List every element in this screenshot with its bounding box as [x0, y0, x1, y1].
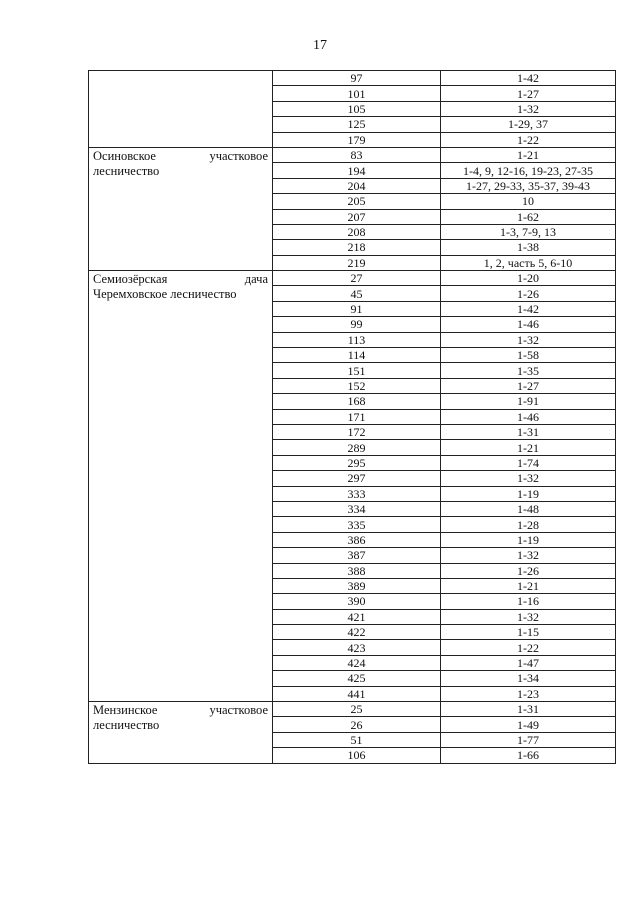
plot-numbers-cell: 1-77 — [441, 732, 616, 747]
plot-numbers-cell: 10 — [441, 194, 616, 209]
quarter-number-cell: 105 — [273, 101, 441, 116]
plot-numbers-cell: 1-32 — [441, 471, 616, 486]
plot-numbers-cell: 1-42 — [441, 301, 616, 316]
table-row — [89, 702, 616, 717]
quarter-number-cell: 171 — [273, 409, 441, 424]
quarter-number-cell: 386 — [273, 532, 441, 547]
quarter-number-cell: 389 — [273, 578, 441, 593]
plot-numbers-cell: 1-32 — [441, 332, 616, 347]
plot-numbers-cell: 1-28 — [441, 517, 616, 532]
plot-numbers-cell: 1, 2, часть 5, 6-10 — [441, 255, 616, 270]
plot-numbers-cell: 1-19 — [441, 532, 616, 547]
plot-numbers-cell: 1-49 — [441, 717, 616, 732]
plot-numbers-cell: 1-74 — [441, 455, 616, 470]
quarter-number-cell: 45 — [273, 286, 441, 301]
plot-numbers-cell: 1-46 — [441, 409, 616, 424]
forestry-name-line: Черемховское лесничество — [93, 287, 237, 302]
plot-numbers-cell: 1-26 — [441, 563, 616, 578]
plot-numbers-cell: 1-91 — [441, 394, 616, 409]
quarter-number-cell: 172 — [273, 424, 441, 439]
plot-numbers-cell: 1-31 — [441, 702, 616, 717]
quarter-number-cell: 168 — [273, 394, 441, 409]
plot-numbers-cell: 1-58 — [441, 348, 616, 363]
quarter-number-cell: 83 — [273, 147, 441, 162]
forestry-name-cell — [89, 147, 273, 270]
quarter-number-cell: 218 — [273, 240, 441, 255]
plot-numbers-cell: 1-32 — [441, 548, 616, 563]
forest-plots-table — [88, 70, 616, 764]
plot-numbers-cell: 1-29, 37 — [441, 117, 616, 132]
plot-numbers-cell: 1-20 — [441, 271, 616, 286]
quarter-number-cell: 423 — [273, 640, 441, 655]
quarter-number-cell: 114 — [273, 348, 441, 363]
plot-numbers-cell: 1-32 — [441, 101, 616, 116]
table-body — [89, 71, 616, 764]
plot-numbers-cell: 1-3, 7-9, 13 — [441, 224, 616, 239]
quarter-number-cell: 97 — [273, 71, 441, 86]
table-row — [89, 71, 616, 86]
quarter-number-cell: 289 — [273, 440, 441, 455]
quarter-number-cell: 425 — [273, 671, 441, 686]
table-row — [89, 271, 616, 286]
plot-numbers-cell: 1-62 — [441, 209, 616, 224]
plot-numbers-cell: 1-23 — [441, 686, 616, 701]
plot-numbers-cell: 1-4, 9, 12-16, 19-23, 27-35 — [441, 163, 616, 178]
quarter-number-cell: 424 — [273, 655, 441, 670]
plot-numbers-cell: 1-34 — [441, 671, 616, 686]
quarter-number-cell: 51 — [273, 732, 441, 747]
quarter-number-cell: 91 — [273, 301, 441, 316]
forestry-name-cell — [89, 271, 273, 702]
plot-numbers-cell: 1-21 — [441, 578, 616, 593]
forestry-name-line: лесничество — [93, 718, 160, 733]
forestry-name-cell — [89, 71, 273, 148]
plot-numbers-cell: 1-22 — [441, 132, 616, 147]
quarter-number-cell: 113 — [273, 332, 441, 347]
quarter-number-cell: 333 — [273, 486, 441, 501]
quarter-number-cell: 207 — [273, 209, 441, 224]
plot-numbers-cell: 1-47 — [441, 655, 616, 670]
quarter-number-cell: 151 — [273, 363, 441, 378]
forestry-name-line: лесничество — [93, 163, 160, 178]
quarter-number-cell: 179 — [273, 132, 441, 147]
quarter-number-cell: 390 — [273, 594, 441, 609]
quarter-number-cell: 441 — [273, 686, 441, 701]
page-number: 17 — [313, 38, 327, 53]
quarter-number-cell: 295 — [273, 455, 441, 470]
quarter-number-cell: 152 — [273, 378, 441, 393]
plot-numbers-cell: 1-66 — [441, 748, 616, 763]
plot-numbers-cell: 1-27 — [441, 378, 616, 393]
quarter-number-cell: 99 — [273, 317, 441, 332]
quarter-number-cell: 335 — [273, 517, 441, 532]
plot-numbers-cell: 1-15 — [441, 625, 616, 640]
quarter-number-cell: 334 — [273, 501, 441, 516]
plot-numbers-cell: 1-19 — [441, 486, 616, 501]
plot-numbers-cell: 1-31 — [441, 424, 616, 439]
quarter-number-cell: 26 — [273, 717, 441, 732]
quarter-number-cell: 25 — [273, 702, 441, 717]
plot-numbers-cell: 1-42 — [441, 71, 616, 86]
quarter-number-cell: 27 — [273, 271, 441, 286]
plot-numbers-cell: 1-27 — [441, 86, 616, 101]
forestry-name-line: Осиновское участковое — [93, 148, 268, 163]
plot-numbers-cell: 1-22 — [441, 640, 616, 655]
quarter-number-cell: 125 — [273, 117, 441, 132]
plot-numbers-cell: 1-26 — [441, 286, 616, 301]
quarter-number-cell: 422 — [273, 625, 441, 640]
quarter-number-cell: 194 — [273, 163, 441, 178]
plot-numbers-cell: 1-27, 29-33, 35-37, 39-43 — [441, 178, 616, 193]
quarter-number-cell: 101 — [273, 86, 441, 101]
forestry-name-line: Мензинское участковое — [93, 703, 268, 718]
quarter-number-cell: 219 — [273, 255, 441, 270]
quarter-number-cell: 204 — [273, 178, 441, 193]
forestry-name-line: Семиозёрская дача — [93, 272, 268, 287]
quarter-number-cell: 388 — [273, 563, 441, 578]
quarter-number-cell: 421 — [273, 609, 441, 624]
quarter-number-cell: 205 — [273, 194, 441, 209]
plot-numbers-cell: 1-21 — [441, 440, 616, 455]
forestry-name-cell — [89, 702, 273, 764]
quarter-number-cell: 106 — [273, 748, 441, 763]
plot-numbers-cell: 1-32 — [441, 609, 616, 624]
quarter-number-cell: 208 — [273, 224, 441, 239]
quarter-number-cell: 387 — [273, 548, 441, 563]
quarter-number-cell: 297 — [273, 471, 441, 486]
plot-numbers-cell: 1-16 — [441, 594, 616, 609]
plot-numbers-cell: 1-38 — [441, 240, 616, 255]
table-row — [89, 147, 616, 162]
plot-numbers-cell: 1-46 — [441, 317, 616, 332]
plot-numbers-cell: 1-35 — [441, 363, 616, 378]
plot-numbers-cell: 1-48 — [441, 501, 616, 516]
plot-numbers-cell: 1-21 — [441, 147, 616, 162]
